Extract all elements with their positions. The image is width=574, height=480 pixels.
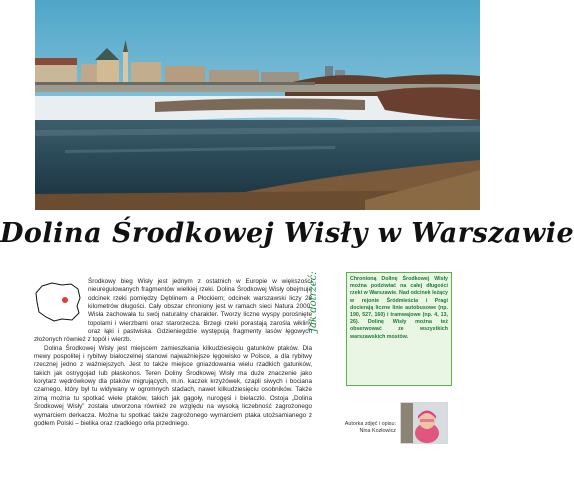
author-name: Nina Kozłowicz <box>359 428 396 435</box>
article-paragraph: Dolina Środkowej Wisły jest miejscem zamieszkania kilkudziesięciu gatunków ptaków. Dla mewy pospolitej i rybitwy białoczelnej stanowi najważniejsze lęgowisko w Polsce, a dla rybitwy rzecznej jedno z ważniejszych. Jest to także miejsce gniazdowania wielu rzadkich gatunków, takich jak ostrygojad lub płaskonos. Teren Doliny Środkowej Wisły ma duże znaczenie jako korytarz wędrówkowy dla ptaków migrujących, m.in. kaczek krzyżówek, czapli siwych i bociana czarnego, który był tu widywany w ogromnych stadach, nawet kilkudziesięciu osobników. Także zimą można tu spotkać wiele ptaków, takich jak gągoły, nurogęsi i bielaczki. Ostoja „Dolina Środkowej Wisły” została utworzona również ze względu na wysoką liczebność zagrożonego wymarciem derkacza. Można tu spotkać także zagrożonego wymarciem ptaka utożsamianego z godłem Polski – bielika oraz rzadkiego orła przedniego. <box>34 344 312 427</box>
author-photo <box>400 402 448 444</box>
author-credit <box>328 421 396 436</box>
article-paragraph: Środkowy bieg Wisły jest jednym z ostatnich w Europie w większości nieuregulowanych fragmentów wielkiej rzeki. Dolina Środkowej Wisły obejmuje odcinek rzeki pomiędzy Dęblinem a Płockiem; odcinek warszawski liczy 28 kilometrów długości. Cały obszar chroniony jest w ramach sieci Natura 2000. Wisła zachowała tu swój naturalny charakter. Tworzy liczne wyspy porośnięte topolami i wierzbami oraz starorzecza. Brzegi rzeki porastają zarośla wikliny oraz łąki i pastwiska. Gdzieniegdzie występują fragmenty lasów łęgowych złożonych również z topól i wierzb. <box>34 278 312 344</box>
page-title: Dolina Środkowej Wisły w Warszawie <box>0 218 574 249</box>
article-body <box>34 278 312 428</box>
directions-label-text: Jak dotrzeć: <box>308 271 319 332</box>
header-photo <box>35 0 480 210</box>
author-credit-line: Autorka zdjęć i opisu: <box>344 421 396 427</box>
directions-text: Chronioną Dolinę Środkowej Wisły można podziwiać na całej długości rzeki w Warszawie. Nad odcinek leżący w rejonie Śródmieścia i Pragi docierają liczne linie autobusowe (np. 190, 527, 160) i tramwajowe (np. 4, 13, 26). Dolinę Wisły można też obserwować ze wszystkich warszawskich mostów. <box>350 276 448 340</box>
directions-label <box>308 271 348 382</box>
